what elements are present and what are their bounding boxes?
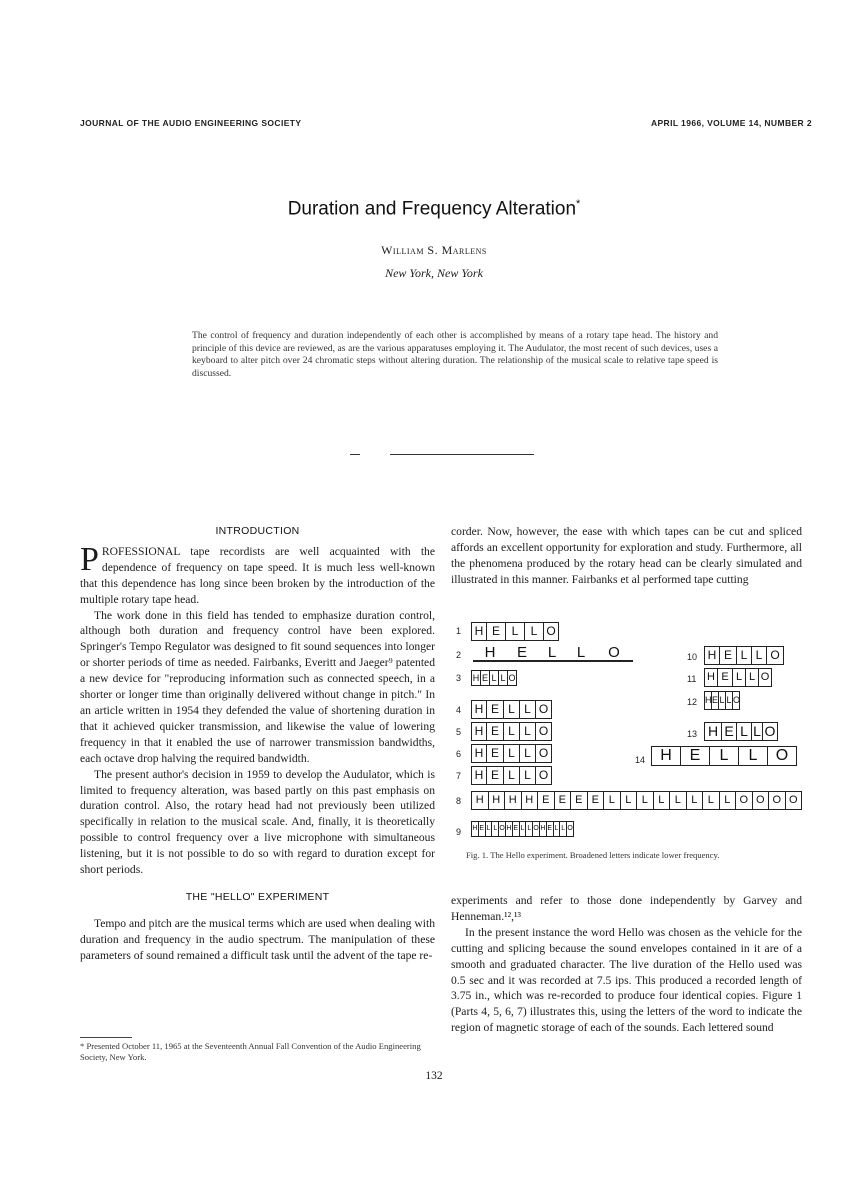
tape-letter: O bbox=[736, 792, 753, 809]
tape-letter: L bbox=[670, 792, 687, 809]
tape-letter: H bbox=[506, 822, 513, 836]
tape-letter: H bbox=[472, 723, 487, 740]
tape-letter: L bbox=[504, 745, 520, 762]
tape-letter: H bbox=[472, 822, 479, 836]
tape-letter: L bbox=[719, 692, 726, 709]
tape-letter: O bbox=[788, 794, 798, 806]
figure-row-number: 12 bbox=[687, 697, 698, 707]
figure-row-number: 1 bbox=[456, 626, 462, 636]
tape-letter: O bbox=[733, 695, 741, 705]
tape-letter: H bbox=[472, 767, 487, 784]
figure-row-number: 2 bbox=[456, 650, 462, 660]
tape-strip bbox=[704, 668, 772, 687]
tape-letter: O bbox=[508, 673, 516, 683]
figure-row-number: 7 bbox=[456, 771, 462, 781]
separator-rule-short bbox=[350, 454, 360, 455]
tape-letter: L bbox=[486, 822, 493, 836]
figure-row-number: 3 bbox=[456, 673, 462, 683]
tape-letter: L bbox=[492, 822, 499, 836]
tape-letter: E bbox=[547, 822, 554, 836]
tape-letter: L bbox=[752, 647, 767, 664]
tape-letter: E bbox=[513, 822, 520, 836]
tape-strip bbox=[704, 646, 784, 665]
tape-letter: L bbox=[506, 623, 525, 640]
tape-letter: O bbox=[538, 746, 549, 760]
tape-letter: L bbox=[737, 723, 752, 740]
tape-letter: O bbox=[775, 747, 789, 764]
tape-letter: E bbox=[681, 747, 710, 765]
tape-letter: E bbox=[516, 644, 527, 661]
tape-strip bbox=[471, 722, 552, 741]
abstract: The control of frequency and duration independently of each other is accomplished by means of a rotary tape head. The history and principle of this device are reviewed, as are the various apparatuses employing it. The Audulator, the most recent of such devices, uses a keyboard to alter pitch over 24 chromatic steps without altering duration. The relationship of the musical scale to relative tape speed is discussed. bbox=[192, 330, 718, 379]
tape-letter: O bbox=[499, 822, 506, 836]
tape-letter: L bbox=[621, 792, 638, 809]
tape-letter: H bbox=[505, 792, 522, 809]
figure-row-number: 11 bbox=[687, 674, 697, 684]
tape-letter: L bbox=[504, 767, 520, 784]
tape-letter: E bbox=[538, 792, 555, 809]
author: William S. Marlens bbox=[381, 243, 487, 257]
tape-letter: H bbox=[705, 669, 718, 686]
tape-strip bbox=[651, 746, 797, 766]
figure-row-number: 13 bbox=[687, 729, 698, 739]
tape-letter: L bbox=[576, 644, 586, 661]
tape-letter: L bbox=[654, 792, 671, 809]
tape-letter: H bbox=[705, 647, 720, 664]
tape-letter: L bbox=[720, 792, 737, 809]
tape-letter: E bbox=[481, 673, 488, 683]
tape-letter: L bbox=[520, 767, 536, 784]
right-column-top bbox=[451, 524, 802, 588]
tape-letter: E bbox=[555, 792, 572, 809]
tape-letter: H bbox=[489, 792, 506, 809]
tape-letter: L bbox=[733, 669, 746, 686]
tape-strip bbox=[471, 821, 574, 837]
figure-row-number: 14 bbox=[635, 755, 646, 765]
tape-letter: E bbox=[588, 792, 605, 809]
tape-letter: L bbox=[746, 669, 759, 686]
journal-name: JOURNAL OF THE AUDIO ENGINEERING SOCIETY bbox=[80, 118, 302, 128]
intro-paragraph-2: The work done in this field has tended to emphasize duration control, although both duration and frequency control have been explored. Springer's Tempo Regulator was designed to fit sound sequences into longer or shorter periods of time as needed. Fairbanks, Everitt and Jaeger⁹ patented a new device for "reproducing information such as connected speech, in a shorter or longer time than originally delivered without change in pitch." In an article written in 1954 they defended the value of shortening duration in that it achieved quicker transmission, and likewise the value of lowering frequency in that it enabled the use of narrower transmission bandwidths, each octave drop halving the required bandwidth. bbox=[80, 608, 435, 765]
tape-letter: H bbox=[705, 692, 712, 709]
affiliation: New York, New York bbox=[385, 266, 483, 280]
tape-letter: L bbox=[520, 701, 536, 718]
tape-strip bbox=[471, 670, 517, 686]
tape-letter: L bbox=[739, 747, 768, 765]
tape-letter: E bbox=[487, 701, 504, 718]
tape-letter: E bbox=[720, 647, 737, 664]
footnote bbox=[80, 1037, 435, 1063]
figure-row-number: 8 bbox=[456, 796, 462, 806]
tape-strip bbox=[471, 700, 552, 719]
intro-paragraph-3: The present author's decision in 1959 to develop the Audulator, which is limited to frequency alteration, was based partly on this past emphasis on duration control. Also, the rotary head had not previously been utilized specifically in relation to the musical scale. And, finally, it is theoretically possible to control frequency over a live microphone with simultaneous listening, but it is not possible to do so with regard to duration except for short periods. bbox=[80, 767, 435, 877]
tape-letter: L bbox=[520, 723, 536, 740]
tape-letter: L bbox=[726, 692, 733, 709]
tape-letter: L bbox=[547, 644, 557, 661]
tape-strip bbox=[471, 791, 802, 810]
right-paragraph-2: experiments and refer to those done independently by Garvey and Henneman.¹²,¹³ bbox=[451, 894, 802, 923]
tape-letter: L bbox=[520, 822, 527, 836]
tape-letter: E bbox=[722, 723, 737, 740]
right-paragraph-1: corder. Now, however, the ease with which tapes can be cut and spliced affords an excellent opportunity for exploration and study. Furthermore, all the phenomena produced by the rotary head can be clearly simulated and illustrated in this manner. Fairbanks et al performed tape cutting bbox=[451, 525, 802, 586]
tape-letter: E bbox=[487, 723, 504, 740]
tape-letter: O bbox=[567, 825, 573, 832]
tape-letter: O bbox=[538, 724, 549, 738]
page-number: 132 bbox=[425, 1070, 443, 1082]
tape-letter: H bbox=[652, 747, 681, 765]
tape-letter: L bbox=[637, 792, 654, 809]
right-paragraph-3: In the present instance the word Hello was chosen as the vehicle for the cutting and splicing because the sound envelopes contained in it are of a smooth and graduated character. The live duration of the Hello used was 0.5 sec and it was recorded at 7.5 ips. This produced a recorded length of 3.75 in., which was re-recorded to produce four identical copies. Figure 1 (Parts 4, 5, 6, 7) illustrates this, using the letters of the word to indicate the region of magnetic storage of each of the sounds. Each lettered sound bbox=[451, 925, 802, 1035]
tape-strip bbox=[473, 646, 633, 662]
tape-letter: O bbox=[538, 702, 549, 716]
figure-1 bbox=[451, 618, 802, 848]
tape-letter: O bbox=[753, 792, 770, 809]
paper-title bbox=[0, 198, 868, 220]
tape-letter: H bbox=[472, 623, 487, 640]
figure-row-number: 6 bbox=[456, 749, 462, 759]
tape-letter: O bbox=[769, 792, 786, 809]
tape-strip bbox=[704, 722, 778, 741]
tape-letter: L bbox=[752, 723, 763, 740]
tape-letter: L bbox=[737, 647, 752, 664]
tape-letter: L bbox=[520, 745, 536, 762]
tape-letter: L bbox=[490, 671, 499, 685]
tape-letter: O bbox=[770, 648, 780, 662]
tape-letter: L bbox=[703, 792, 720, 809]
tape-letter: H bbox=[472, 701, 487, 718]
tape-letter: O bbox=[764, 723, 776, 739]
tape-letter: L bbox=[604, 792, 621, 809]
tape-letter: L bbox=[554, 822, 561, 836]
right-column-bottom bbox=[451, 893, 802, 1036]
drop-cap: P bbox=[80, 540, 99, 578]
tape-letter: L bbox=[560, 822, 567, 836]
tape-letter: E bbox=[718, 669, 733, 686]
separator-rule bbox=[390, 454, 534, 455]
tape-letter: O bbox=[608, 644, 620, 661]
footnote-text: * Presented October 11, 1965 at the Seventeenth Annual Fall Convention of the Audio Engineering Society, New York. bbox=[80, 1041, 421, 1062]
tape-strip bbox=[471, 744, 552, 763]
intro-p1-text: ROFESSIONAL tape recordists are well acquainted with the dependence of frequency on tape speed. It is much less well-known that this dependence has long since been broken by the introduction of the multiple rotary tape head. bbox=[80, 544, 435, 606]
tape-letter: E bbox=[487, 745, 504, 762]
tape-strip bbox=[471, 766, 552, 785]
title-text: Duration and Frequency Alteration bbox=[287, 198, 577, 220]
hello-paragraph-1: Tempo and pitch are the musical terms which are used when dealing with duration and frequency in the audio spectrum. The manipulation of these parameters of sound remained a difficult task until the advent of the tape re- bbox=[80, 916, 435, 962]
tape-letter: E bbox=[487, 767, 504, 784]
tape-letter: O bbox=[533, 822, 540, 836]
hello-heading: THE "HELLO" EXPERIMENT bbox=[185, 890, 330, 903]
title-footnote-mark: * bbox=[576, 198, 581, 210]
figure-caption: Fig. 1. The Hello experiment. Broadened letters indicate lower frequency. bbox=[466, 850, 720, 860]
tape-letter: E bbox=[712, 692, 719, 709]
tape-letter: H bbox=[472, 673, 480, 683]
tape-letter: H bbox=[472, 745, 487, 762]
figure-row-number: 4 bbox=[456, 705, 462, 715]
tape-letter: L bbox=[687, 792, 704, 809]
tape-letter: E bbox=[571, 792, 588, 809]
tape-letter: L bbox=[504, 701, 520, 718]
tape-letter: H bbox=[540, 822, 547, 836]
tape-letter: L bbox=[526, 822, 533, 836]
tape-letter: O bbox=[538, 768, 549, 782]
figure-row-number: 5 bbox=[456, 727, 462, 737]
intro-paragraph-1 bbox=[80, 540, 435, 608]
tape-letter: H bbox=[705, 723, 722, 740]
tape-letter: E bbox=[479, 822, 486, 836]
tape-letter: O bbox=[546, 624, 556, 638]
figure-row-number: 9 bbox=[456, 827, 462, 837]
left-column bbox=[80, 524, 435, 964]
tape-letter: L bbox=[499, 671, 508, 685]
issue-info: APRIL 1966, VOLUME 14, NUMBER 2 bbox=[650, 118, 812, 128]
footnote-rule bbox=[80, 1037, 132, 1038]
tape-letter: L bbox=[525, 623, 544, 640]
tape-letter: L bbox=[710, 747, 739, 765]
tape-strip bbox=[704, 691, 740, 710]
tape-letter: E bbox=[487, 623, 506, 640]
tape-strip bbox=[471, 622, 559, 641]
tape-letter: H bbox=[472, 792, 489, 809]
tape-letter: H bbox=[522, 792, 539, 809]
tape-letter: O bbox=[760, 671, 770, 683]
tape-letter: H bbox=[484, 644, 496, 661]
tape-letter: L bbox=[504, 723, 520, 740]
intro-heading: INTRODUCTION bbox=[215, 525, 300, 537]
figure-row-number: 10 bbox=[687, 652, 698, 662]
